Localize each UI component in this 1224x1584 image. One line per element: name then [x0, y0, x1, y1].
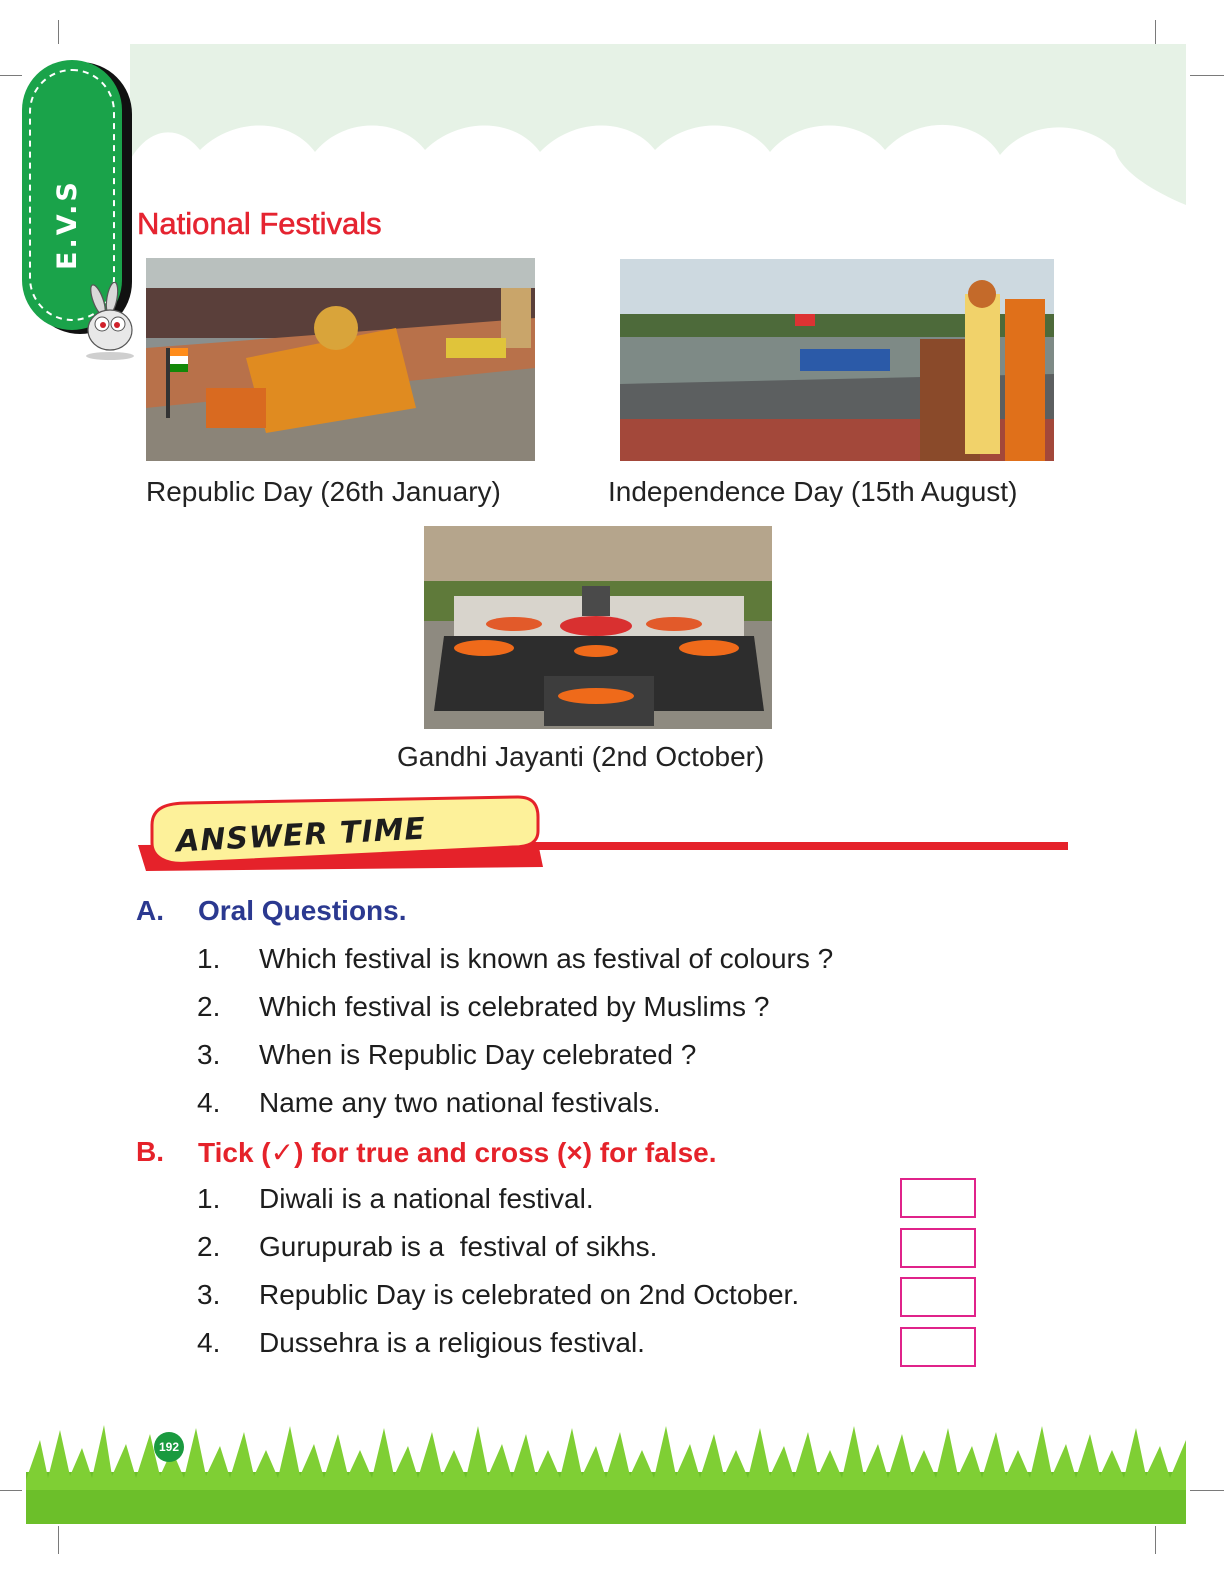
section-a-title: Oral Questions.: [198, 895, 407, 926]
gandhi-jayanti-caption: Gandhi Jayanti (2nd October): [397, 741, 765, 772]
oral-question-text: Which festival is known as festival of colours ?: [259, 943, 834, 974]
true-false-number: 2.: [197, 1231, 221, 1262]
section-b-title: Tick (✓) for true and cross (×) for false.: [198, 1137, 717, 1168]
true-false-number: 4.: [197, 1327, 221, 1358]
true-false-statement: Dussehra is a religious festival.: [259, 1327, 645, 1358]
true-false-statement: Diwali is a national festival.: [259, 1183, 594, 1214]
independence-day-caption: Independence Day (15th August): [608, 476, 1018, 507]
oral-question-number: 3.: [197, 1039, 221, 1070]
answer-time-label: ANSWER TIME: [175, 811, 427, 860]
true-false-number: 1.: [197, 1183, 221, 1214]
true-false-statement: Gurupurab is a festival of sikhs.: [259, 1231, 658, 1262]
oral-question-number: 2.: [197, 991, 221, 1022]
section-title: National Festivals: [137, 206, 382, 241]
republic-day-photo: [146, 258, 535, 461]
answer-box[interactable]: [900, 1178, 976, 1218]
true-false-statement: Republic Day is celebrated on 2nd October.: [259, 1279, 800, 1310]
header-cloud-band: [0, 0, 1224, 230]
gandhi-jayanti-photo: [424, 526, 772, 729]
oral-question-text: When is Republic Day celebrated ?: [259, 1039, 697, 1070]
answer-box[interactable]: [900, 1277, 976, 1317]
oral-question-number: 1.: [197, 943, 221, 974]
oral-question-text: Which festival is celebrated by Muslims ?: [259, 991, 770, 1022]
subject-tab-label: E.V.S: [52, 179, 83, 270]
true-false-number: 3.: [197, 1279, 221, 1310]
answer-box[interactable]: [900, 1228, 976, 1268]
answer-box[interactable]: [900, 1327, 976, 1367]
bunny-mascot-icon: [76, 282, 146, 362]
republic-day-caption: Republic Day (26th January): [146, 476, 501, 507]
oral-question-text: Name any two national festivals.: [259, 1087, 661, 1118]
section-b-letter: B.: [136, 1136, 164, 1167]
section-a-letter: A.: [136, 895, 164, 926]
independence-day-photo: [620, 259, 1054, 461]
oral-question-number: 4.: [197, 1087, 221, 1118]
page-number-badge: 192: [154, 1432, 184, 1462]
